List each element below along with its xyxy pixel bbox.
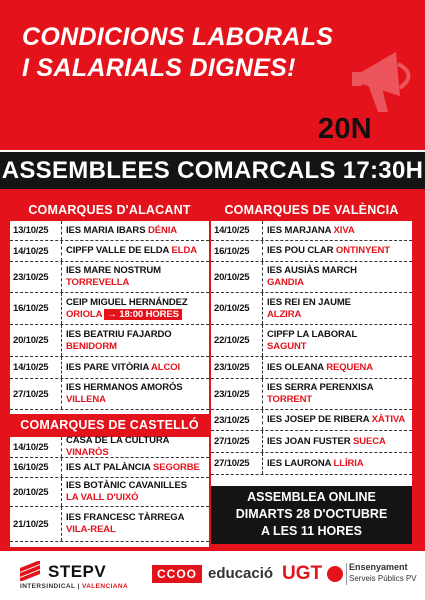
row-school: CEIP MIGUEL HERNÁNDEZ bbox=[66, 296, 188, 308]
row-school: CASA DE LA CULTURA bbox=[66, 435, 170, 446]
row-town: ALZIRA bbox=[267, 308, 302, 320]
row-school: IES ALT PALÀNCIA bbox=[66, 461, 151, 473]
title-line-1: CONDICIONS LABORALS bbox=[22, 23, 334, 51]
schedule-row bbox=[211, 357, 412, 379]
row-school: IES HERMANOS AMORÓS bbox=[66, 382, 183, 393]
row-town: ONTINYENT bbox=[335, 245, 390, 256]
schedule-row bbox=[211, 379, 412, 410]
row-place bbox=[62, 245, 209, 257]
row-town: BENIDORM bbox=[66, 340, 117, 352]
row-place bbox=[62, 382, 209, 406]
row-place bbox=[62, 362, 209, 374]
row-date: 23/10/25 bbox=[211, 357, 263, 378]
assemblies-banner: ASSEMBLEES COMARCALS 17:30H bbox=[0, 152, 425, 189]
row-place bbox=[263, 297, 412, 321]
row-place bbox=[263, 265, 412, 289]
row-date: 20/10/25 bbox=[211, 262, 263, 292]
row-date: 27/10/25 bbox=[211, 431, 263, 452]
online-line-1: ASSEMBLEA ONLINE bbox=[247, 490, 376, 504]
ccoo-text: educació bbox=[208, 565, 274, 582]
row-date: 27/10/25 bbox=[211, 453, 263, 474]
stepv-mark-icon bbox=[20, 561, 40, 581]
row-date: 16/10/25 bbox=[10, 293, 62, 324]
schedule-row bbox=[211, 453, 412, 475]
row-school: IES MARE NOSTRUM bbox=[66, 265, 161, 276]
row-town: XIVA bbox=[333, 224, 355, 236]
row-date: 23/10/25 bbox=[10, 262, 62, 292]
row-town: SEGORBE bbox=[152, 461, 200, 473]
row-town: TORRENT bbox=[267, 394, 313, 405]
row-school: CIPFP LA LABORAL bbox=[267, 328, 358, 340]
ugt-name: UGT bbox=[282, 563, 323, 584]
schedule-row bbox=[10, 458, 209, 478]
row-school: IES SERRA PERENXISA bbox=[267, 382, 374, 393]
row-date: 27/10/25 bbox=[10, 379, 62, 409]
left-column bbox=[10, 199, 209, 547]
row-town: ELDA bbox=[171, 245, 197, 256]
row-date: 13/10/25 bbox=[10, 221, 62, 240]
schedule-row bbox=[10, 325, 209, 357]
row-date: 14/10/25 bbox=[10, 357, 62, 378]
strike-title: VAGA EDUCATIVA bbox=[52, 113, 310, 145]
row-school: IES JOAN FUSTER bbox=[267, 435, 351, 447]
section-heading: COMARQUES D'ALACANT bbox=[10, 199, 209, 221]
row-date: 16/10/25 bbox=[211, 241, 263, 261]
row-town: LLÍRIA bbox=[333, 457, 364, 469]
megaphone-icon bbox=[348, 44, 423, 114]
row-town: ALCOI bbox=[151, 361, 181, 373]
schedule-row bbox=[10, 221, 209, 241]
schedule-row bbox=[10, 262, 209, 293]
row-date: 14/10/25 bbox=[10, 437, 62, 457]
stepv-sub-left: INTERSINDICAL bbox=[20, 583, 76, 590]
row-school: IES OLEANA bbox=[267, 361, 324, 373]
row-date: 14/10/25 bbox=[10, 241, 62, 261]
row-town: ORIOLA bbox=[66, 308, 103, 320]
row-place bbox=[62, 265, 209, 289]
row-date: 22/10/25 bbox=[211, 325, 263, 356]
row-town: DÉNIA bbox=[147, 224, 178, 236]
row-place bbox=[62, 297, 209, 321]
row-school: IES MARIA IBARS bbox=[66, 224, 146, 236]
row-place bbox=[62, 435, 209, 459]
row-place bbox=[263, 382, 412, 406]
row-date: 16/10/25 bbox=[10, 458, 62, 477]
schedule-row bbox=[211, 325, 412, 357]
schedule-row bbox=[211, 221, 412, 241]
row-town: VILLENA bbox=[66, 394, 106, 405]
row-school: IES AUSIÀS MARCH bbox=[267, 265, 357, 276]
row-town: SAGUNT bbox=[267, 340, 307, 352]
online-line-2: DIMARTS 28 D'OCTUBRE bbox=[235, 507, 388, 521]
schedule-row bbox=[10, 507, 209, 542]
row-school: IES PARE VITÒRIA bbox=[66, 361, 149, 373]
row-school: IES FRANCESC TÀRREGA bbox=[66, 512, 185, 523]
right-column bbox=[211, 199, 412, 487]
section-heading: COMARQUES DE CASTELLÓ bbox=[10, 414, 209, 437]
ugt-line-2: Serveis Públics PV bbox=[349, 574, 417, 583]
schedule-row bbox=[211, 262, 412, 293]
strike-date: 20N bbox=[317, 113, 373, 145]
row-place bbox=[62, 329, 209, 353]
online-line-3: A LES 11 HORES bbox=[261, 524, 362, 538]
online-assembly-box bbox=[211, 486, 412, 544]
schedule-row bbox=[10, 478, 209, 507]
row-school: IES BOTÀNIC CAVANILLES bbox=[66, 480, 187, 491]
row-date: 23/10/25 bbox=[211, 379, 263, 409]
row-school: IES MARJANA bbox=[267, 224, 331, 236]
schedule-row bbox=[211, 241, 412, 262]
row-date: 23/10/25 bbox=[211, 410, 263, 430]
row-date: 21/10/25 bbox=[10, 507, 62, 541]
row-place bbox=[263, 329, 412, 353]
row-place bbox=[62, 480, 209, 504]
row-time-note: → 18:00 HORES bbox=[104, 309, 182, 320]
stepv-subtitle: INTERSINDICAL | VALENCIANA bbox=[20, 583, 129, 590]
row-town: VINARÒS bbox=[66, 447, 109, 458]
footer-logos bbox=[0, 551, 425, 600]
row-date: 14/10/25 bbox=[211, 221, 263, 240]
row-date: 20/10/25 bbox=[10, 325, 62, 356]
row-place bbox=[62, 512, 209, 536]
title-line-2: I SALARIALS DIGNES! bbox=[22, 54, 296, 82]
row-town: TORREVELLA bbox=[66, 277, 130, 288]
row-place bbox=[263, 458, 412, 470]
stepv-sub-right: VALENCIANA bbox=[81, 583, 129, 590]
row-school: IES JOSEP DE RIBERA bbox=[267, 414, 370, 425]
schedule-row bbox=[10, 241, 209, 262]
poster-title bbox=[22, 22, 333, 84]
schedule-row bbox=[10, 357, 209, 379]
schedule-row bbox=[10, 437, 209, 458]
stepv-name: STEPV bbox=[48, 562, 107, 581]
row-town: VILA-REAL bbox=[66, 524, 116, 535]
ugt-line-1: Ensenyament bbox=[349, 562, 408, 572]
schedule-row bbox=[211, 293, 412, 325]
schedule-row bbox=[211, 410, 412, 431]
row-school: CIPFP VALLE DE ELDA bbox=[66, 245, 169, 256]
row-date: 20/10/25 bbox=[10, 478, 62, 506]
ccoo-name: CCOO bbox=[152, 565, 202, 583]
row-place bbox=[263, 436, 412, 448]
row-school: IES POU CLAR bbox=[267, 245, 334, 256]
row-place bbox=[263, 362, 412, 374]
row-place bbox=[263, 245, 412, 257]
row-place bbox=[62, 225, 209, 237]
row-town: XÀTIVA bbox=[371, 414, 406, 425]
ugt-badge-icon bbox=[327, 566, 343, 582]
schedule-row bbox=[10, 379, 209, 410]
row-school: IES BEATRIU FAJARDO bbox=[66, 328, 172, 340]
row-place bbox=[62, 462, 209, 474]
row-place bbox=[263, 225, 412, 237]
row-town: REQUENA bbox=[326, 361, 374, 373]
row-town: LA VALL D'UIXÓ bbox=[66, 492, 139, 503]
section-heading: COMARQUES DE VALÈNCIA bbox=[211, 199, 412, 221]
row-date: 20/10/25 bbox=[211, 293, 263, 324]
row-place bbox=[263, 414, 412, 426]
schedule-row bbox=[211, 431, 412, 453]
row-town: GANDIA bbox=[267, 277, 304, 288]
row-town: SUECA bbox=[353, 435, 386, 447]
strike-heading bbox=[0, 113, 425, 146]
schedule-row bbox=[10, 293, 209, 325]
row-school: IES REI EN JAUME bbox=[267, 296, 351, 308]
ugt-separator bbox=[346, 563, 347, 585]
row-school: IES LAURONA bbox=[267, 457, 331, 469]
